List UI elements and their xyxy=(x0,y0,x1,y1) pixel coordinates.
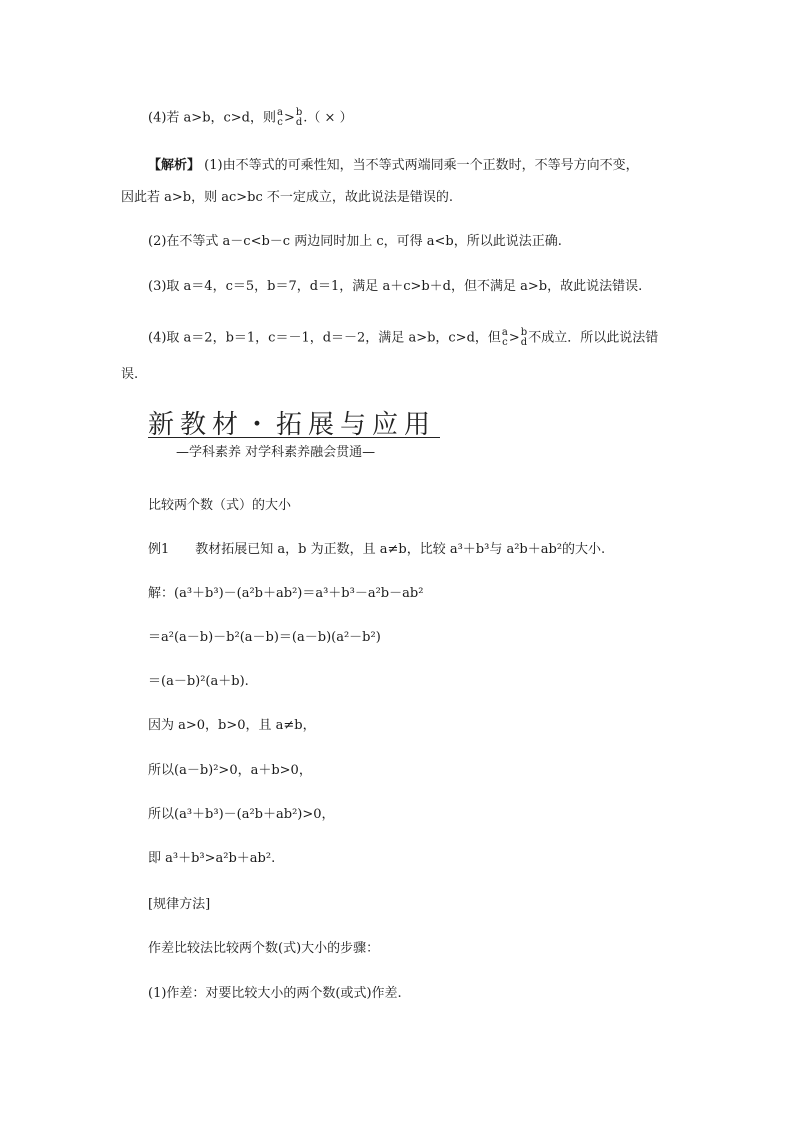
section-heading: 比较两个数（式）的大小 xyxy=(148,498,292,513)
analysis-label: 【解析】 xyxy=(148,158,201,173)
analysis-line-2: 因此若 a>b，则 ac>bc 不一定成立，故此说法是错误的. xyxy=(121,190,454,205)
solution-line-2: ＝a²(a－b)－b²(a－b)＝(a－b)(a²－b²) xyxy=(148,630,381,645)
p4-suffix: 不成立．所以此说法错 xyxy=(528,330,659,346)
q4-suffix: .（ × ） xyxy=(303,110,353,126)
method-label: [规律方法] xyxy=(148,897,211,912)
analysis-line-1 xyxy=(148,157,639,175)
analysis-p3: (3)取 a＝4，c＝5，b＝7，d＝1，满足 a＋c>b＋d，但不满足 a>b，故此说法错误. xyxy=(148,279,643,294)
example-1 xyxy=(148,541,605,559)
p4-fraction-b-over-d: b d xyxy=(520,327,528,348)
method-step-1: (1)作差：对要比较大小的两个数(或式)作差. xyxy=(148,986,402,1001)
analysis-p2: (2)在不等式 a－c<b－c 两边同时加上 c，可得 a<b，所以此说法正确. xyxy=(148,234,562,249)
fraction-a-over-c: a c xyxy=(277,107,283,128)
question-4 xyxy=(148,108,353,128)
analysis-p4 xyxy=(148,328,658,348)
section-banner-subtitle: —学科素养 对学科素养融会贯通— xyxy=(176,445,376,460)
example-label: 例1 xyxy=(148,542,170,557)
p4-gt: > xyxy=(508,330,520,346)
q4-prefix: (4)若 a>b，c>d，则 xyxy=(148,110,277,126)
method-intro: 作差比较法比较两个数(式)大小的步骤： xyxy=(148,941,380,956)
example-text: 教材拓展已知 a，b 为正数，且 a≠b，比较 a³＋b³与 a²b＋ab²的大小. xyxy=(195,542,606,557)
solution-line-6: 所以(a³＋b³)－(a²b＋ab²)>0， xyxy=(148,807,335,822)
banner-rule xyxy=(148,437,440,438)
solution-line-1: 解：(a³＋b³)－(a²b＋ab²)＝a³＋b³－a²b－ab² xyxy=(148,586,424,601)
p4-fraction-a-over-c: a c xyxy=(501,327,508,348)
solution-line-3: ＝(a－b)²(a＋b). xyxy=(148,674,249,689)
analysis-p4-line2: 误. xyxy=(121,367,139,382)
solution-line-7: 即 a³＋b³>a²b＋ab². xyxy=(148,851,276,866)
section-banner-title: 新教材・拓展与应用 xyxy=(148,410,437,440)
fraction-b-over-d: b d xyxy=(295,107,303,128)
analysis-p1-line1: (1)由不等式的可乘性知，当不等式两端同乘一个正数时，不等号方向不变， xyxy=(200,158,639,173)
solution-line-5: 所以(a－b)²>0，a＋b>0， xyxy=(148,763,312,778)
p4-prefix: (4)取 a＝2，b＝1，c＝－1，d＝－2，满足 a>b，c>d，但 xyxy=(148,330,501,346)
q4-gt: > xyxy=(283,110,295,126)
solution-line-4: 因为 a>0，b>0，且 a≠b， xyxy=(148,718,316,733)
